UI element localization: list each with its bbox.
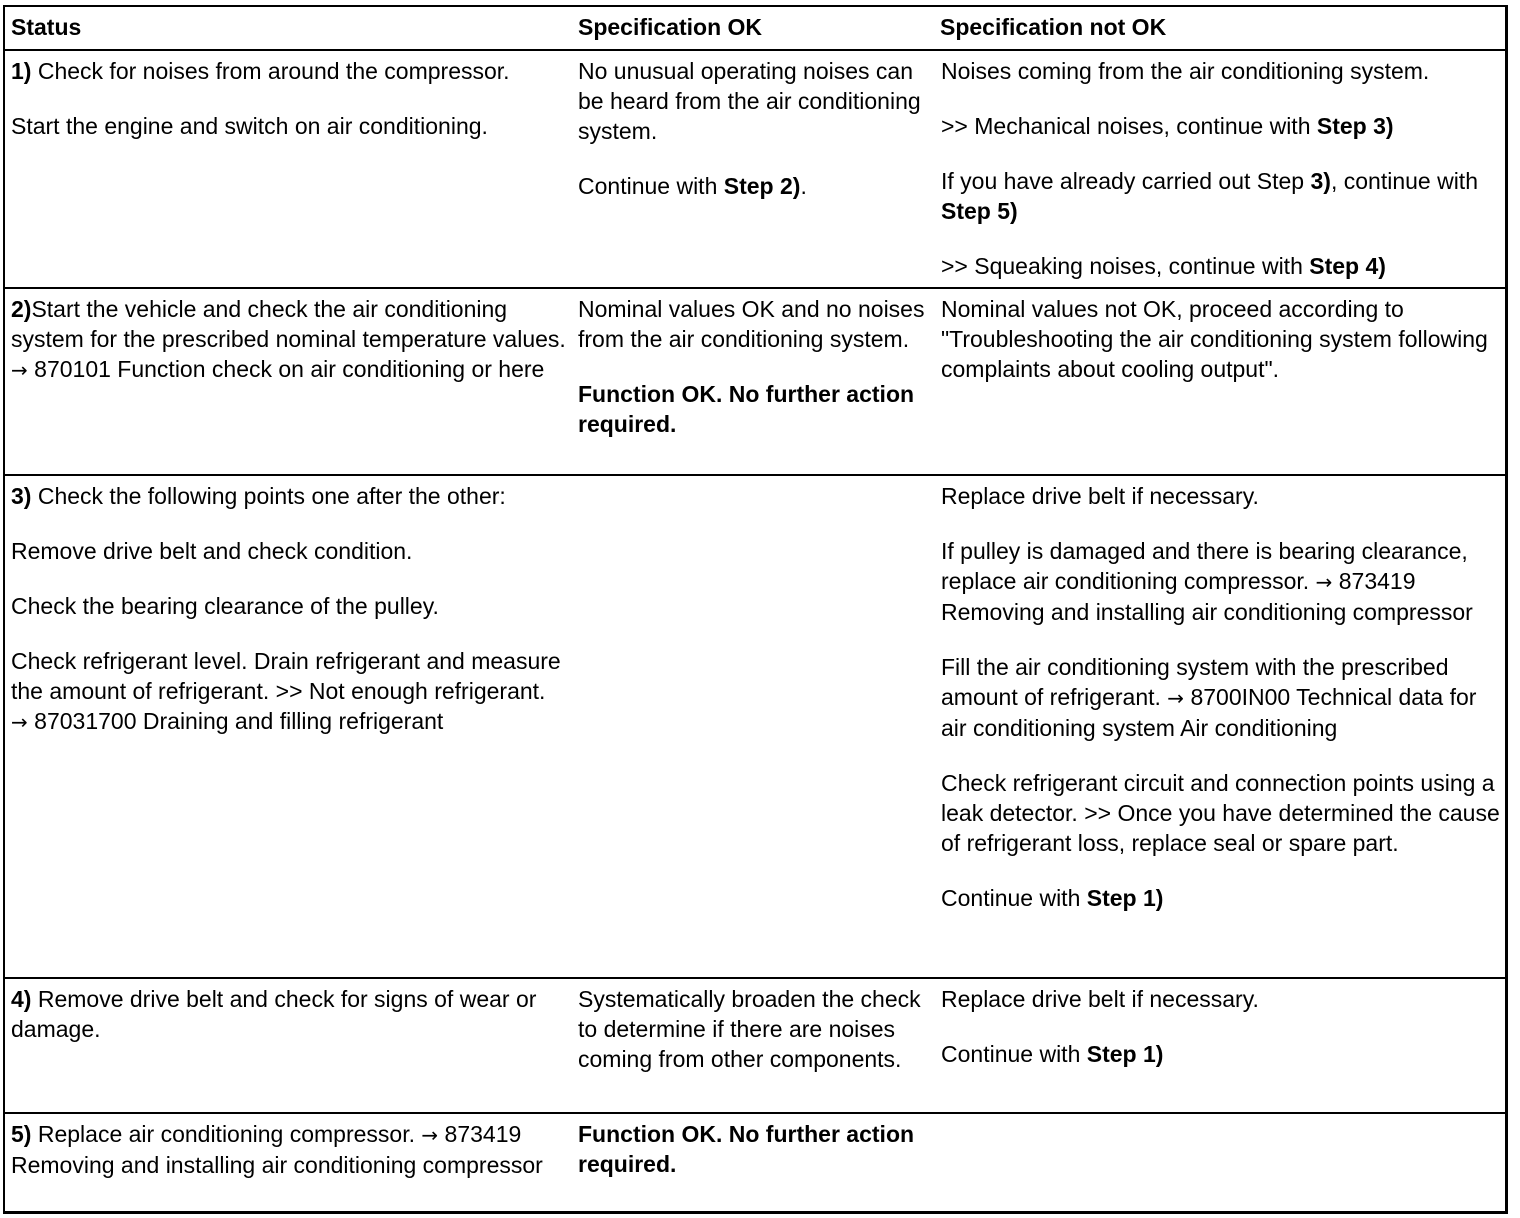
cell-text: Continue with bbox=[941, 1041, 1087, 1067]
cell-paragraph bbox=[11, 56, 568, 86]
cell-paragraph bbox=[941, 294, 1505, 384]
cell-text: Continue with bbox=[941, 885, 1087, 911]
cell-paragraph bbox=[941, 111, 1505, 141]
bold-text: Function OK. No further action required. bbox=[578, 381, 915, 437]
cell-text: If pulley is damaged and there is bearing clearance, replace air conditioning compressor. bbox=[941, 538, 1468, 594]
step-number: 3) bbox=[11, 483, 32, 509]
spec-ok-cell bbox=[572, 1113, 934, 1194]
arrow-right-icon: → bbox=[421, 1123, 439, 1147]
cell-text: Nominal values OK and no noises from the air conditioning system. bbox=[578, 296, 925, 352]
cell-paragraph bbox=[11, 984, 568, 1044]
step-reference: Step 4) bbox=[1309, 253, 1386, 279]
step-number: 1) bbox=[11, 58, 32, 84]
spec-ok-cell bbox=[572, 978, 934, 1113]
spec-not-ok-cell bbox=[934, 288, 1505, 475]
cell-paragraph bbox=[941, 536, 1505, 627]
spec-ok-cell bbox=[572, 475, 934, 978]
cell-text: Check for noises from around the compressor. bbox=[31, 58, 510, 84]
step-number: 5) bbox=[11, 1121, 32, 1147]
cell-paragraph bbox=[941, 883, 1505, 913]
cell-paragraph bbox=[941, 984, 1505, 1014]
table-row bbox=[5, 288, 1505, 475]
arrow-right-icon: → bbox=[1167, 686, 1185, 710]
cell-text: >> Mechanical noises, continue with bbox=[941, 113, 1317, 139]
cell-paragraph bbox=[941, 251, 1505, 281]
cell-paragraph bbox=[941, 166, 1505, 226]
bold-text: Function OK. No further action required. bbox=[578, 1121, 915, 1177]
cell-text: Check refrigerant circuit and connection points using a leak detector. >> Once you have determined the cause of refrigerant loss, replace seal or spare part. bbox=[941, 770, 1500, 856]
step-number: 2) bbox=[11, 296, 32, 322]
cell-paragraph bbox=[11, 111, 568, 141]
cell-text: Check the bearing clearance of the pulley. bbox=[11, 593, 439, 619]
cell-paragraph bbox=[11, 1119, 568, 1180]
cell-text: >> Squeaking noises, continue with bbox=[941, 253, 1310, 279]
troubleshooting-table bbox=[5, 7, 1505, 1194]
cell-paragraph bbox=[578, 56, 930, 146]
cell-text: Fill the air conditioning system with the prescribed amount of refrigerant. bbox=[941, 654, 1449, 710]
table-row bbox=[5, 475, 1505, 978]
cell-paragraph bbox=[11, 591, 568, 621]
cell-paragraph bbox=[941, 1039, 1505, 1069]
table-row bbox=[5, 50, 1505, 288]
cell-text: 8700IN00 Technical data for air conditioning system Air conditioning bbox=[941, 684, 1477, 741]
step-reference: Step 1) bbox=[1086, 885, 1164, 911]
cell-paragraph bbox=[11, 646, 568, 737]
arrow-right-icon: → bbox=[1315, 570, 1333, 594]
spec-ok-cell bbox=[572, 288, 934, 475]
troubleshooting-table-frame bbox=[3, 5, 1508, 1214]
cell-text: Replace air conditioning compressor. bbox=[31, 1121, 422, 1147]
step-reference: 3) bbox=[1310, 168, 1331, 194]
cell-paragraph bbox=[941, 481, 1505, 511]
cell-text: . bbox=[800, 173, 807, 199]
arrow-right-icon: → bbox=[11, 710, 28, 734]
cell-paragraph bbox=[578, 379, 930, 439]
header-spec-not-ok: Specification not OK bbox=[940, 14, 1167, 40]
cell-paragraph bbox=[11, 294, 568, 385]
cell-paragraph bbox=[578, 984, 930, 1074]
cell-text: No unusual operating noises can be heard from the air conditioning system. bbox=[578, 58, 921, 144]
cell-text: Check the following points one after the other: bbox=[31, 483, 506, 509]
cell-text: Remove drive belt and check for signs of wear or damage. bbox=[11, 986, 537, 1042]
cell-paragraph bbox=[578, 1119, 930, 1179]
arrow-right-icon: → bbox=[11, 358, 28, 382]
cell-paragraph bbox=[941, 768, 1505, 858]
table-row bbox=[5, 978, 1505, 1113]
cell-text: Systematically broaden the check to determine if there are noises coming from other components. bbox=[578, 986, 921, 1072]
spec-not-ok-cell bbox=[934, 978, 1505, 1113]
cell-paragraph bbox=[11, 481, 568, 511]
cell-text: 87031700 Draining and filling refrigerant bbox=[27, 708, 444, 734]
cell-text: 870101 Function check on air conditioning or here bbox=[27, 356, 545, 382]
step-number: 4) bbox=[11, 986, 32, 1012]
status-cell bbox=[5, 475, 572, 978]
spec-ok-cell bbox=[572, 50, 934, 288]
cell-text: Noises coming from the air conditioning system. bbox=[941, 58, 1430, 84]
cell-text: Continue with bbox=[578, 173, 724, 199]
spec-not-ok-cell bbox=[934, 50, 1505, 288]
step-reference: Step 2) bbox=[723, 173, 801, 199]
spec-not-ok-cell bbox=[934, 1113, 1505, 1194]
cell-paragraph bbox=[941, 652, 1505, 743]
cell-text: Start the vehicle and check the air conditioning system for the prescribed nominal temperature values. bbox=[11, 296, 566, 352]
cell-text: Check refrigerant level. Drain refrigerant and measure the amount of refrigerant. >> Not enough refrigerant. bbox=[11, 648, 561, 704]
status-cell bbox=[5, 50, 572, 288]
table-row bbox=[5, 1113, 1505, 1194]
cell-text: If you have already carried out Step bbox=[941, 168, 1311, 194]
cell-text: , continue with bbox=[1330, 168, 1478, 194]
header-spec-ok: Specification OK bbox=[578, 14, 763, 40]
cell-text: Replace drive belt if necessary. bbox=[941, 483, 1259, 509]
cell-text: Start the engine and switch on air conditioning. bbox=[11, 113, 488, 139]
step-reference: Step 1) bbox=[1086, 1041, 1164, 1067]
cell-text: Remove drive belt and check condition. bbox=[11, 538, 413, 564]
spec-not-ok-cell bbox=[934, 475, 1505, 978]
table-header-row bbox=[5, 7, 1505, 50]
cell-text: Replace drive belt if necessary. bbox=[941, 986, 1259, 1012]
status-cell bbox=[5, 288, 572, 475]
cell-text: 873419 Removing and installing air conditioning compressor bbox=[11, 1121, 543, 1178]
cell-paragraph bbox=[941, 56, 1505, 86]
step-reference: Step 5) bbox=[941, 198, 1018, 224]
status-cell bbox=[5, 1113, 572, 1194]
header-status: Status bbox=[11, 14, 82, 40]
cell-paragraph bbox=[11, 536, 568, 566]
cell-paragraph bbox=[578, 294, 930, 354]
cell-paragraph bbox=[578, 171, 930, 201]
cell-text: 873419 Removing and installing air conditioning compressor bbox=[941, 568, 1473, 625]
status-cell bbox=[5, 978, 572, 1113]
cell-text: Nominal values not OK, proceed according to "Troubleshooting the air conditioning system following complaints about cooling output". bbox=[941, 296, 1488, 382]
step-reference: Step 3) bbox=[1316, 113, 1394, 139]
